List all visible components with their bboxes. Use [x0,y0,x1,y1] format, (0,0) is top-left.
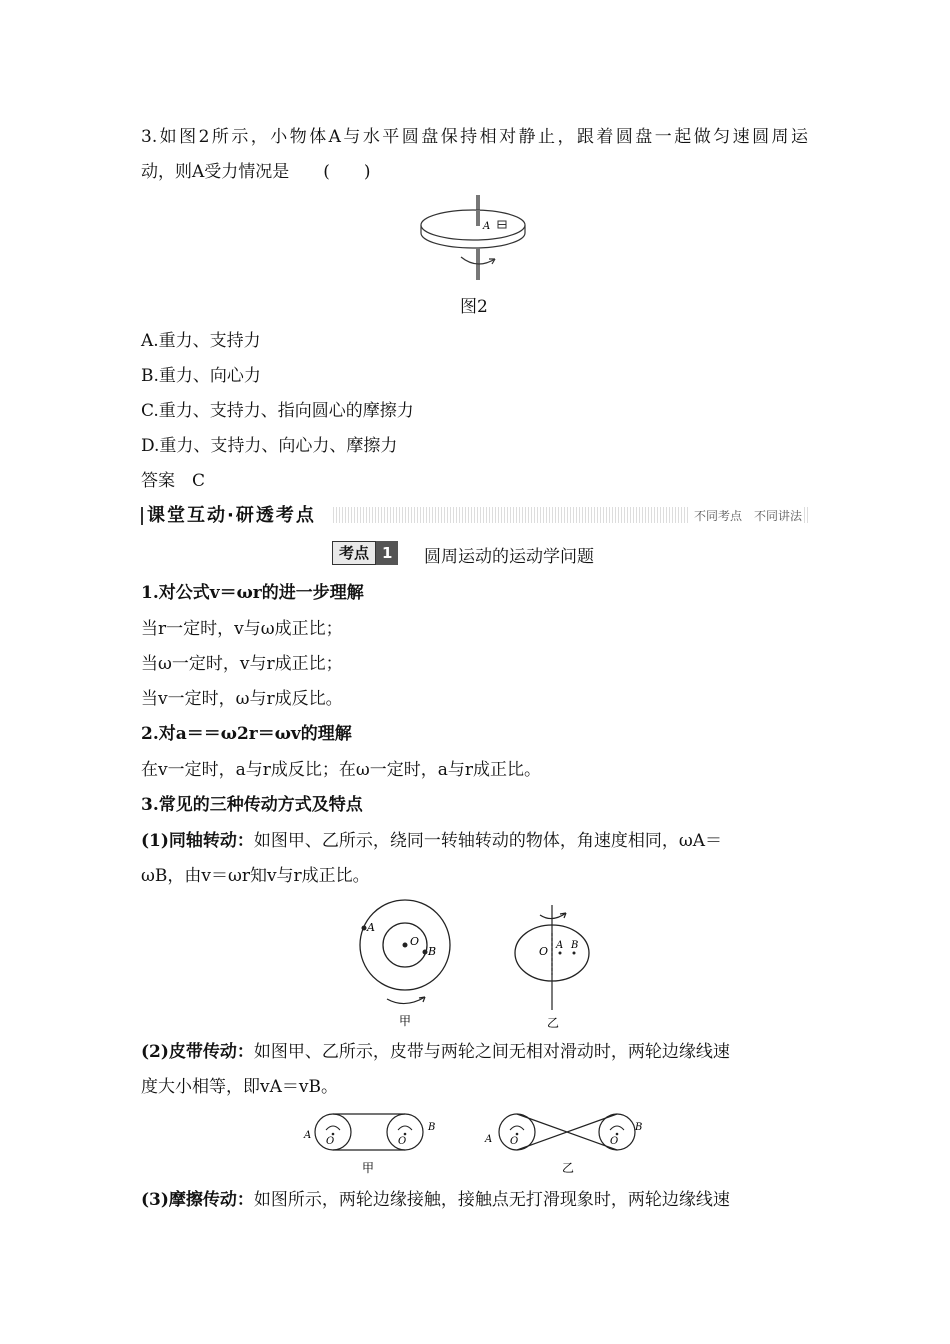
figure-belt-yi [482,1110,647,1175]
coaxial-caption-jia: 甲 [399,1014,412,1028]
kaodian-number: 1 [376,541,398,565]
belt-jia-label-o2: O [398,1136,407,1147]
belt-jia-label-b: B [428,1122,436,1133]
s3-p2-text1: 如图甲、乙所示，皮带与两轮之间无相对滑动时，两轮边缘线速 [253,1042,730,1062]
s1-line2: 当ω一定时，v与r成正比； [141,654,343,674]
kaodian-title: 圆周运动的运动学问题 [424,547,594,567]
s1-line3: 当v一定时，ω与r成反比。 [141,689,343,709]
coaxial-yi-label-b: B [571,940,579,951]
figure-2-disk [415,195,525,285]
s3-p2-lead: (2)皮带传动： [141,1042,254,1062]
s3-p3-text1: 如图所示，两轮边缘接触，接触点无打滑现象时，两轮边缘线速 [253,1190,730,1210]
coaxial-label-a: A [367,921,375,934]
coaxial-yi-label-o: O [539,945,549,958]
coaxial-caption-yi: 乙 [547,1016,560,1030]
banner-title: 课堂互动·研透考点 [147,505,316,526]
s3-p2-line2: 度大小相等，即vA＝vB。 [141,1077,338,1097]
belt-jia-label-a: A [304,1130,312,1141]
belt-caption-jia: 甲 [362,1161,375,1175]
s3-p3-line1 [141,1188,730,1212]
s2-heading: 2.对a＝＝ω2r＝ωv的理解 [141,724,352,744]
s2-line1: 在v一定时，a与r成反比；在ω一定时，a与r成正比。 [141,760,541,780]
s3-p1-line2: ωB，由v＝ωr知v与r成正比。 [141,866,370,886]
question-3-line2: 动，则A受力情况是 ( ) [141,162,371,182]
answer: 答案 C [141,471,206,491]
belt-caption-yi: 乙 [562,1161,575,1175]
option-c: C.重力、支持力、指向圆心的摩擦力 [141,401,414,421]
banner-subtitle: 不同考点 不同讲法 [690,505,802,527]
belt-yi-label-o1: O [510,1136,519,1147]
s3-p2-line1 [141,1040,730,1064]
s3-heading: 3.常见的三种传动方式及特点 [141,795,363,815]
option-a: A.重力、支持力 [141,331,261,351]
coaxial-yi-label-a: A [556,940,564,951]
figure-2-label-a: A [483,221,491,232]
option-d: D.重力、支持力、向心力、摩擦力 [141,436,398,456]
coaxial-label-o: O [410,935,420,948]
s1-line1: 当r一定时，v与ω成正比； [141,619,343,639]
belt-jia-label-o1: O [326,1136,335,1147]
figure-belt-jia [300,1110,445,1175]
figure-coaxial-jia [355,897,465,1032]
figure-2-caption: 图2 [460,297,488,317]
question-3-line1: 3.如图2所示，小物体A与水平圆盘保持相对静止，跟着圆盘一起做匀速圆周运 [141,127,808,147]
belt-yi-label-a: A [485,1134,493,1145]
belt-yi-label-b: B [635,1122,643,1133]
s1-heading: 1.对公式v＝ωr的进一步理解 [141,583,364,603]
section-banner [141,505,808,527]
s3-p1-line1 [141,829,722,853]
kaodian-badge [332,541,398,565]
s3-p1-text1: 如图甲、乙所示，绕同一转轴转动的物体，角速度相同，ωA＝ [253,831,723,851]
coaxial-label-b: B [428,945,437,958]
figure-coaxial-yi [510,905,610,1030]
s3-p3-lead: (3)摩擦传动： [141,1190,254,1210]
kaodian-label: 考点 [332,541,376,565]
belt-yi-label-o2: O [610,1136,619,1147]
option-b: B.重力、向心力 [141,366,261,386]
s3-p1-lead: (1)同轴转动： [141,831,254,851]
